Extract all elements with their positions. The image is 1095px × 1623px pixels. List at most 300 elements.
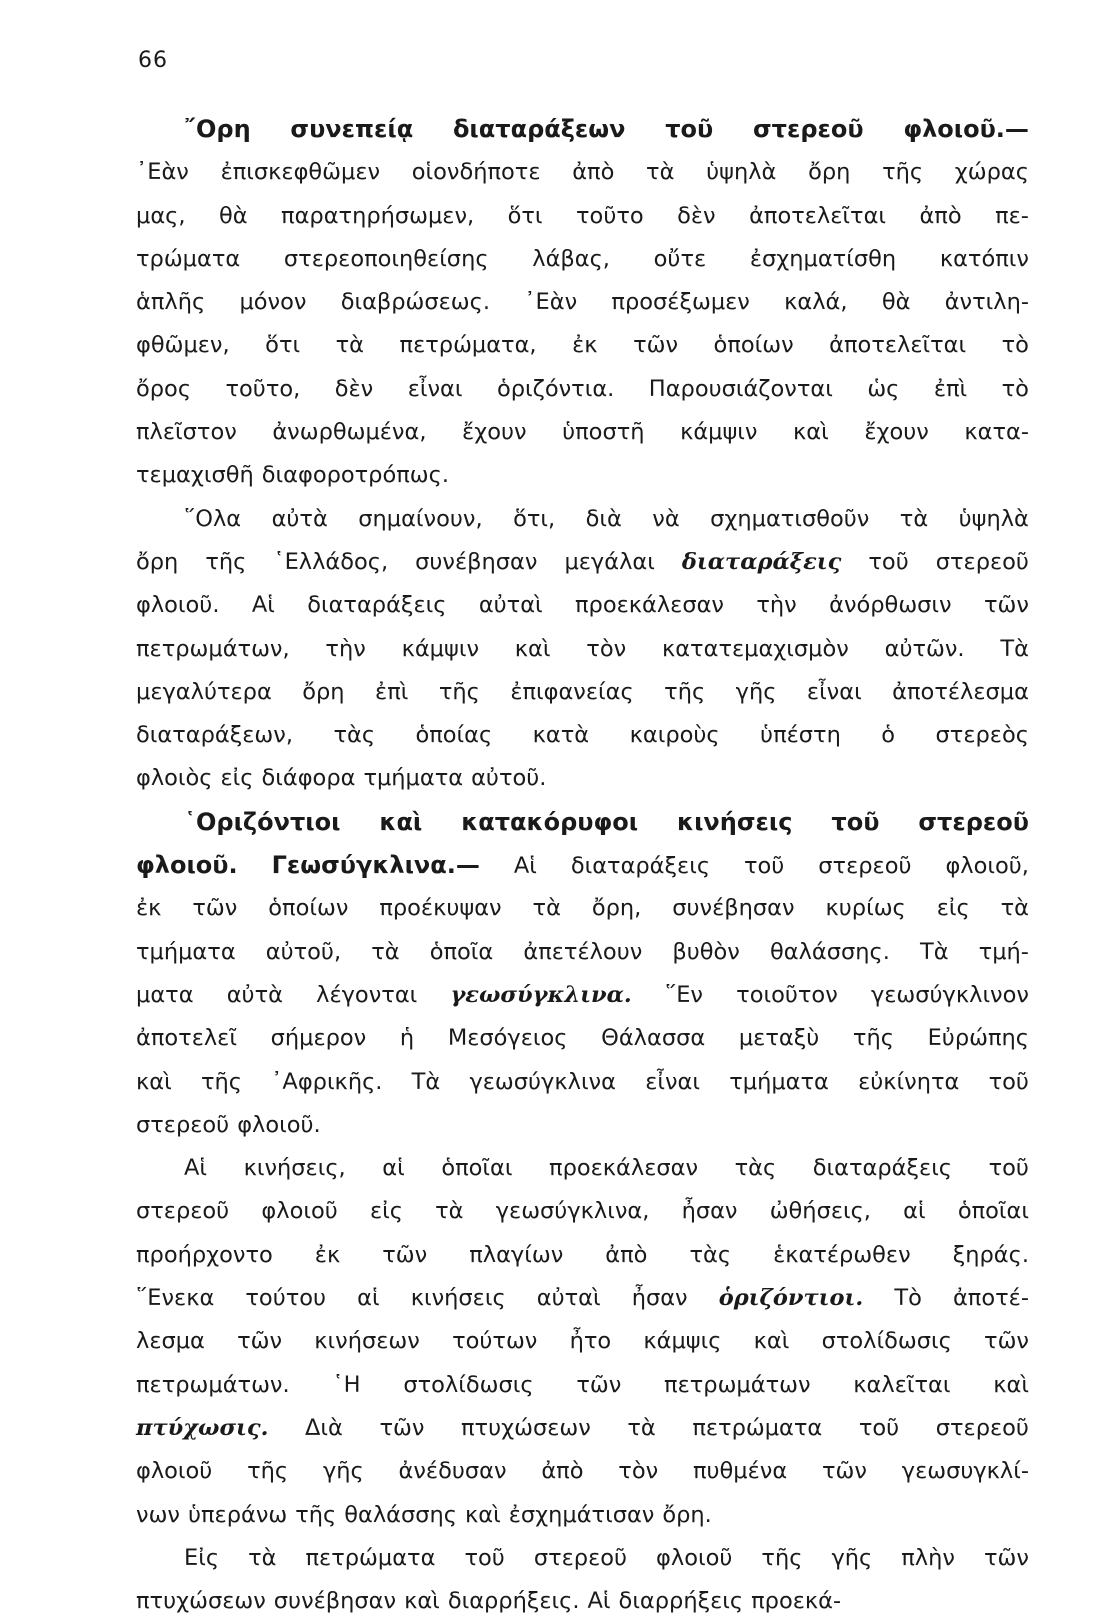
word: τὸν — [618, 1458, 659, 1485]
word: ἑκατέρωθεν — [773, 1241, 911, 1268]
word: οἱονδήποτε — [411, 159, 541, 186]
word: συνέβησαν — [273, 1588, 397, 1615]
word: Εὐρώπης — [927, 1025, 1029, 1052]
word: τοῦ — [858, 1414, 900, 1441]
word: τοῦ — [831, 807, 880, 836]
word: ἀνόρθωσιν — [829, 592, 952, 619]
word: πυθμένα — [692, 1458, 788, 1485]
word: γῆς — [735, 678, 777, 705]
word: εἰς — [936, 895, 970, 922]
word: φλοιοῦ — [261, 1198, 338, 1225]
word: πλαγίων — [469, 1241, 564, 1268]
word: κάμψιν — [680, 419, 758, 446]
word: φλοιὸς — [136, 765, 213, 792]
word: τὰ — [532, 895, 561, 922]
word: ἐκ — [314, 1241, 341, 1268]
word: διὰ — [585, 505, 622, 532]
word: τμήματα — [136, 938, 236, 965]
word: μεγαλύτερα — [136, 678, 272, 705]
word: τῆς — [295, 1501, 337, 1528]
word: φλοιοῦ. — [136, 592, 220, 619]
word: Τὰ — [919, 938, 949, 965]
word: ὁποίων — [268, 895, 349, 922]
word: διαταράξεις — [681, 548, 842, 575]
word: ὄρη — [808, 159, 851, 186]
word: πτυχώσεων — [136, 1588, 266, 1615]
word: τὸν — [586, 635, 627, 662]
word: πτυχώσεων — [461, 1414, 591, 1441]
word: πε- — [995, 202, 1029, 229]
word: πετρωμάτων — [664, 1371, 811, 1398]
word: τμήματα — [729, 1068, 829, 1095]
word: συνέβησαν — [415, 548, 538, 575]
word: ἀποτέ- — [952, 1285, 1029, 1312]
text-line — [136, 671, 1029, 714]
text-line — [136, 324, 1029, 367]
word: στολίδωσις — [403, 1371, 534, 1398]
word: ἀποτελεῖ — [136, 1025, 237, 1052]
text-line — [136, 801, 1029, 844]
word: τὰ — [1000, 895, 1029, 922]
word: ὁποῖαι — [441, 1155, 513, 1182]
word: ξηράς. — [952, 1241, 1029, 1268]
word: στερεοῦ — [752, 115, 864, 143]
word: ῾Ελλάδος, — [273, 548, 389, 575]
word: καὶ — [514, 635, 551, 662]
word: τῶν — [382, 1241, 428, 1268]
word: φλοιοῦ — [656, 1544, 733, 1571]
word: τὰ — [646, 159, 675, 186]
word: κατὰ — [532, 722, 590, 749]
text-line — [136, 195, 1029, 238]
word: τῶν — [633, 332, 679, 359]
word: ὡς — [867, 375, 900, 402]
word: τῆς — [205, 548, 247, 575]
word: διαταράξεων — [452, 115, 626, 143]
word: ὄρη — [302, 678, 345, 705]
word: τὴν — [756, 592, 797, 619]
text-line — [136, 1277, 1029, 1320]
word: κατα- — [964, 419, 1029, 446]
word: καὶ — [753, 1328, 790, 1355]
word: ἀπὸ — [919, 202, 962, 229]
word: ἡ — [399, 1025, 415, 1052]
word: εἶναι — [407, 375, 463, 402]
word: τῆς — [438, 678, 480, 705]
word: αἱ — [903, 1198, 926, 1225]
text-line — [136, 1061, 1029, 1104]
word: τὰ — [627, 1414, 656, 1441]
word: Αἱ — [587, 1588, 611, 1615]
word: καὶ — [404, 1588, 440, 1615]
word: τῆς — [664, 678, 706, 705]
text-line — [136, 1190, 1029, 1233]
word: ματα — [136, 981, 194, 1008]
word: γεωσύγκλινα — [469, 1068, 616, 1095]
text-line — [136, 368, 1029, 411]
word: σήμερον — [270, 1025, 367, 1052]
word: προήρχοντο — [136, 1241, 273, 1268]
word: στερεοῦ — [136, 1198, 230, 1225]
text-line — [136, 498, 1029, 541]
text-line — [136, 974, 1029, 1017]
word: ᾿Αφρικῆς. — [271, 1068, 383, 1095]
word: ῞Ολα — [184, 505, 242, 532]
word: ἦσαν — [631, 1285, 688, 1312]
word: σημαίνουν, — [358, 505, 483, 532]
word: αὐταὶ — [478, 592, 543, 619]
word: φλοιοῦ — [136, 1458, 213, 1485]
word: ἐπισκεφθῶμεν — [220, 159, 381, 186]
word: ὅτι, — [513, 505, 556, 532]
word: ὄρη, — [591, 895, 642, 922]
word: μας, — [136, 202, 186, 229]
word: τῶν — [379, 1414, 425, 1441]
word: τὰ — [248, 1544, 277, 1571]
word: ἐκ — [572, 332, 598, 359]
word: τμή- — [978, 938, 1029, 965]
word: τούτου — [245, 1285, 327, 1312]
word: διαρρήξεις. — [447, 1588, 580, 1615]
word: τοῦ — [744, 853, 785, 880]
word: ὁποίων — [713, 332, 794, 359]
word: αὐτοῦ. — [471, 765, 547, 792]
word: τοῦ — [665, 115, 714, 143]
text-line — [136, 1104, 1029, 1147]
word: κινήσεις — [410, 1285, 506, 1312]
word: λέγονται — [316, 981, 418, 1008]
word: θὰ — [218, 202, 248, 229]
word: εἶναι — [645, 1068, 700, 1095]
word: χώρας — [954, 159, 1029, 186]
word: προέκυψαν — [379, 895, 502, 922]
word: ἦτο — [569, 1328, 612, 1355]
word: ἦσαν — [681, 1198, 738, 1225]
word: καὶ — [136, 1068, 172, 1095]
word: τοῦ — [988, 1068, 1029, 1095]
word: διαταράξεις — [307, 592, 447, 619]
word: ἔχουν — [864, 419, 929, 446]
word: προεκάλεσαν — [575, 592, 725, 619]
word: τῶν — [576, 1371, 622, 1398]
word: ἐσχηματίσθη — [749, 245, 897, 272]
word: διαταράξεων, — [136, 722, 293, 749]
word: τοιοῦτον — [736, 981, 838, 1008]
word: λάβας, — [532, 245, 610, 272]
word: κατακόρυφοι — [461, 807, 639, 836]
word: κινήσεις — [677, 807, 793, 836]
word: διαφοροτρόπως. — [261, 462, 449, 489]
word: λεσμα — [136, 1328, 205, 1355]
word: τῆς — [200, 1068, 242, 1095]
word: καὶ — [993, 1371, 1029, 1398]
word: νὰ — [652, 505, 680, 532]
word: τὸ — [1001, 375, 1029, 402]
word: ᾿Εὰν — [524, 289, 578, 316]
word: ἀντιλη- — [944, 289, 1029, 316]
text-line — [136, 628, 1029, 671]
word: εἰς — [369, 1198, 403, 1225]
word: συνεπείᾳ — [290, 115, 414, 143]
word: φλοιοῦ.— — [903, 115, 1029, 143]
word: Τὰ — [411, 1068, 441, 1095]
text-line — [136, 844, 1029, 887]
word: γῆς — [831, 1544, 873, 1571]
word: ὅτι — [507, 202, 543, 229]
word: διαβρώσεως. — [340, 289, 491, 316]
word: φθῶμεν, — [136, 332, 230, 359]
word: βυθὸν — [672, 938, 740, 965]
word: κατόπιν — [939, 245, 1029, 272]
word: Αἱ — [513, 853, 537, 880]
text-line — [136, 1320, 1029, 1363]
word: τὰ — [435, 1198, 464, 1225]
text-line — [136, 454, 1029, 497]
word: Εἰς — [184, 1544, 220, 1571]
word: πετρώματα, — [399, 332, 537, 359]
text-line — [136, 238, 1029, 281]
word: στερεοῦ — [818, 853, 912, 880]
word: τῶν — [192, 895, 238, 922]
word: προεκάλεσαν — [549, 1155, 699, 1182]
word: δὲν — [334, 375, 374, 402]
word: ὁποίας — [415, 722, 493, 749]
word: τὸ — [1001, 332, 1029, 359]
word: οὔτε — [653, 245, 707, 272]
word: θαλάσσης. — [769, 938, 890, 965]
word: τὰς — [734, 1155, 777, 1182]
word: αὐτὰ — [271, 505, 328, 532]
word: θὰ — [881, 289, 911, 316]
word: πτύχωσις. — [136, 1414, 269, 1441]
word: εἶναι — [806, 678, 862, 705]
word: ἐπὶ — [375, 678, 409, 705]
word: Μεσόγειος — [447, 1025, 568, 1052]
word: κινήσεων — [314, 1328, 420, 1355]
word: διαταράξεις — [570, 853, 711, 880]
word: ἁπλῆς — [136, 289, 206, 316]
word: στερεὸς — [935, 722, 1029, 749]
word: τοῦ — [988, 1155, 1029, 1182]
word: Γεωσύγκλινα.— — [271, 851, 480, 880]
word: ἐσχημάτισαν — [508, 1501, 655, 1528]
word: δὲν — [677, 202, 716, 229]
word: πετρώματα — [692, 1414, 823, 1441]
word: στολίδωσις — [821, 1328, 952, 1355]
word: καλεῖται — [853, 1371, 951, 1398]
word: πετρώματα — [305, 1544, 436, 1571]
word: τοῦ — [868, 548, 909, 575]
word: προεκά- — [751, 1588, 842, 1615]
word: αὐτὰ — [226, 981, 283, 1008]
word: Θάλασσα — [601, 1025, 706, 1052]
word: προσέξωμεν — [611, 289, 750, 316]
word: αὐτοῦ, — [265, 938, 342, 965]
word: νων — [136, 1501, 180, 1528]
word: ὑποστῆ — [562, 419, 645, 446]
word: Αἱ — [251, 592, 275, 619]
word: τὰ — [335, 332, 365, 359]
word: σχηματισθοῦν — [710, 505, 870, 532]
word: φλοιοῦ. — [136, 851, 238, 880]
word: τῶν — [983, 592, 1029, 619]
word: παρατηρήσωμεν, — [281, 202, 475, 229]
word: τῆς — [247, 1458, 289, 1485]
word: ἀνωρθωμένα, — [272, 419, 427, 446]
word: ἐπὶ — [933, 375, 968, 402]
word: μόνον — [239, 289, 307, 316]
text-line — [136, 1364, 1029, 1407]
word: τὰ — [899, 505, 929, 532]
word: θαλάσσης — [344, 1501, 457, 1528]
word: τούτων — [452, 1328, 538, 1355]
word: ἔχουν — [462, 419, 527, 446]
word: εὐκίνητα — [858, 1068, 960, 1095]
word: ὠθήσεις, — [769, 1198, 871, 1225]
text-line — [136, 411, 1029, 454]
word: στερεοῦ — [935, 548, 1029, 575]
text-line — [136, 1407, 1029, 1450]
word: Τὰ — [1000, 635, 1029, 662]
word: ῞Εν — [664, 981, 703, 1008]
word: κάμψιν — [401, 635, 480, 662]
word: στερεοῦ — [918, 807, 1029, 836]
word: τῆς — [882, 159, 924, 186]
word: γεωσύγκλινα. — [450, 981, 632, 1008]
word: ὁποῖα — [429, 938, 494, 965]
word: τὰ — [371, 938, 400, 965]
word: διαταράξεις — [812, 1155, 953, 1182]
text-line — [136, 541, 1029, 584]
text-line — [136, 1147, 1029, 1190]
word: στερεοποιηθείσης — [283, 245, 489, 272]
word: ὑπέστη — [760, 722, 841, 749]
word: ῾Οριζόντιοι — [184, 807, 341, 836]
word: ἀποτελεῖται — [829, 332, 967, 359]
word: τῆς — [852, 1025, 894, 1052]
word: καιροὺς — [629, 722, 720, 749]
text-line — [136, 281, 1029, 324]
word: γεωσύγκλινον — [870, 981, 1029, 1008]
word: αὐταὶ — [536, 1285, 601, 1312]
word: τὴν — [325, 635, 366, 662]
word: τὰς — [689, 1241, 732, 1268]
text-line — [136, 151, 1029, 194]
word: ἀποτέλεσμα — [892, 678, 1029, 705]
word: καὶ — [793, 419, 829, 446]
word: ὁριζόντιοι. — [718, 1285, 864, 1312]
word: ἀπὸ — [605, 1241, 648, 1268]
text-line — [136, 1580, 1029, 1623]
word: μεγάλαι — [564, 548, 655, 575]
word: γεωσυγκλί- — [901, 1458, 1029, 1485]
word: τὰς — [333, 722, 376, 749]
word: ὑπεράνω — [187, 1501, 288, 1528]
word: κινήσεις, — [243, 1155, 346, 1182]
word: συνέβησαν — [672, 895, 795, 922]
word: ἀποτελεῖται — [749, 202, 887, 229]
word: τῶν — [821, 1458, 867, 1485]
text-line — [136, 1450, 1029, 1493]
word: Αἱ — [184, 1155, 208, 1182]
text-line — [136, 931, 1029, 974]
text-line — [136, 714, 1029, 757]
word: ῎Ορη — [184, 115, 251, 143]
word: αὐτῶν. — [884, 635, 965, 662]
word: τοῦτο, — [225, 375, 301, 402]
word: ὄρος — [136, 375, 192, 402]
word: τῶν — [984, 1328, 1029, 1355]
page-number: 66 — [138, 48, 168, 73]
word: τῆς — [761, 1544, 803, 1571]
word: στερεοῦ — [935, 1414, 1029, 1441]
word: φλοιοῦ. — [237, 1111, 321, 1138]
word: κατατεμαχισμὸν — [661, 635, 849, 662]
word: πετρωμάτων. — [136, 1371, 290, 1398]
word: στερεοῦ — [136, 1111, 230, 1138]
word: Διὰ — [305, 1414, 343, 1441]
word: τεμαχισθῆ — [136, 462, 254, 489]
word: κάμψις — [643, 1328, 722, 1355]
text-line — [136, 584, 1029, 627]
word: τρώματα — [136, 245, 241, 272]
word: καλά, — [784, 289, 848, 316]
word: κυρίως — [825, 895, 906, 922]
word: ἀπὸ — [572, 159, 615, 186]
word: ὑψηλὰ — [958, 505, 1029, 532]
word: ὁποῖαι — [957, 1198, 1029, 1225]
word: ῞Ενεκα — [136, 1285, 215, 1312]
word: ὁριζόντια. — [496, 375, 615, 402]
word: ὁ — [881, 722, 896, 749]
page-body — [136, 108, 1029, 1623]
word: τοῦ — [464, 1544, 505, 1571]
word: εἰς — [220, 765, 254, 792]
word: πετρωμάτων, — [136, 635, 290, 662]
word: πλὴν — [901, 1544, 955, 1571]
word: αἱ — [357, 1285, 380, 1312]
word: ὑψηλὰ — [706, 159, 777, 186]
word: φλοιοῦ, — [945, 853, 1029, 880]
word: Τὸ — [894, 1285, 922, 1312]
word: τοῦτο — [576, 202, 644, 229]
word: ὅτι — [265, 332, 301, 359]
text-line — [136, 108, 1029, 151]
word: ἀπετέλουν — [523, 938, 643, 965]
word: ἀπὸ — [541, 1458, 584, 1485]
word: αἱ — [382, 1155, 405, 1182]
text-line — [136, 1537, 1029, 1580]
word: τῶν — [984, 1544, 1029, 1571]
word: Παρουσιάζονται — [648, 375, 833, 402]
word: τμήματα — [363, 765, 464, 792]
word: ἐκ — [136, 895, 162, 922]
word: διαρρήξεις — [618, 1588, 744, 1615]
word: γῆς — [322, 1458, 364, 1485]
word: στερεοῦ — [533, 1544, 628, 1571]
word: καὶ — [379, 807, 423, 836]
text-line — [136, 1017, 1029, 1060]
word: καὶ — [465, 1501, 501, 1528]
word: ἐπιφανείας — [510, 678, 634, 705]
word: γεωσύγκλινα, — [495, 1198, 650, 1225]
word: μεταξὺ — [738, 1025, 820, 1052]
word: ὄρη. — [662, 1501, 712, 1528]
word: διάφορα — [261, 765, 356, 792]
text-line — [136, 757, 1029, 800]
word: πλεῖστον — [136, 419, 237, 446]
text-line — [136, 887, 1029, 930]
